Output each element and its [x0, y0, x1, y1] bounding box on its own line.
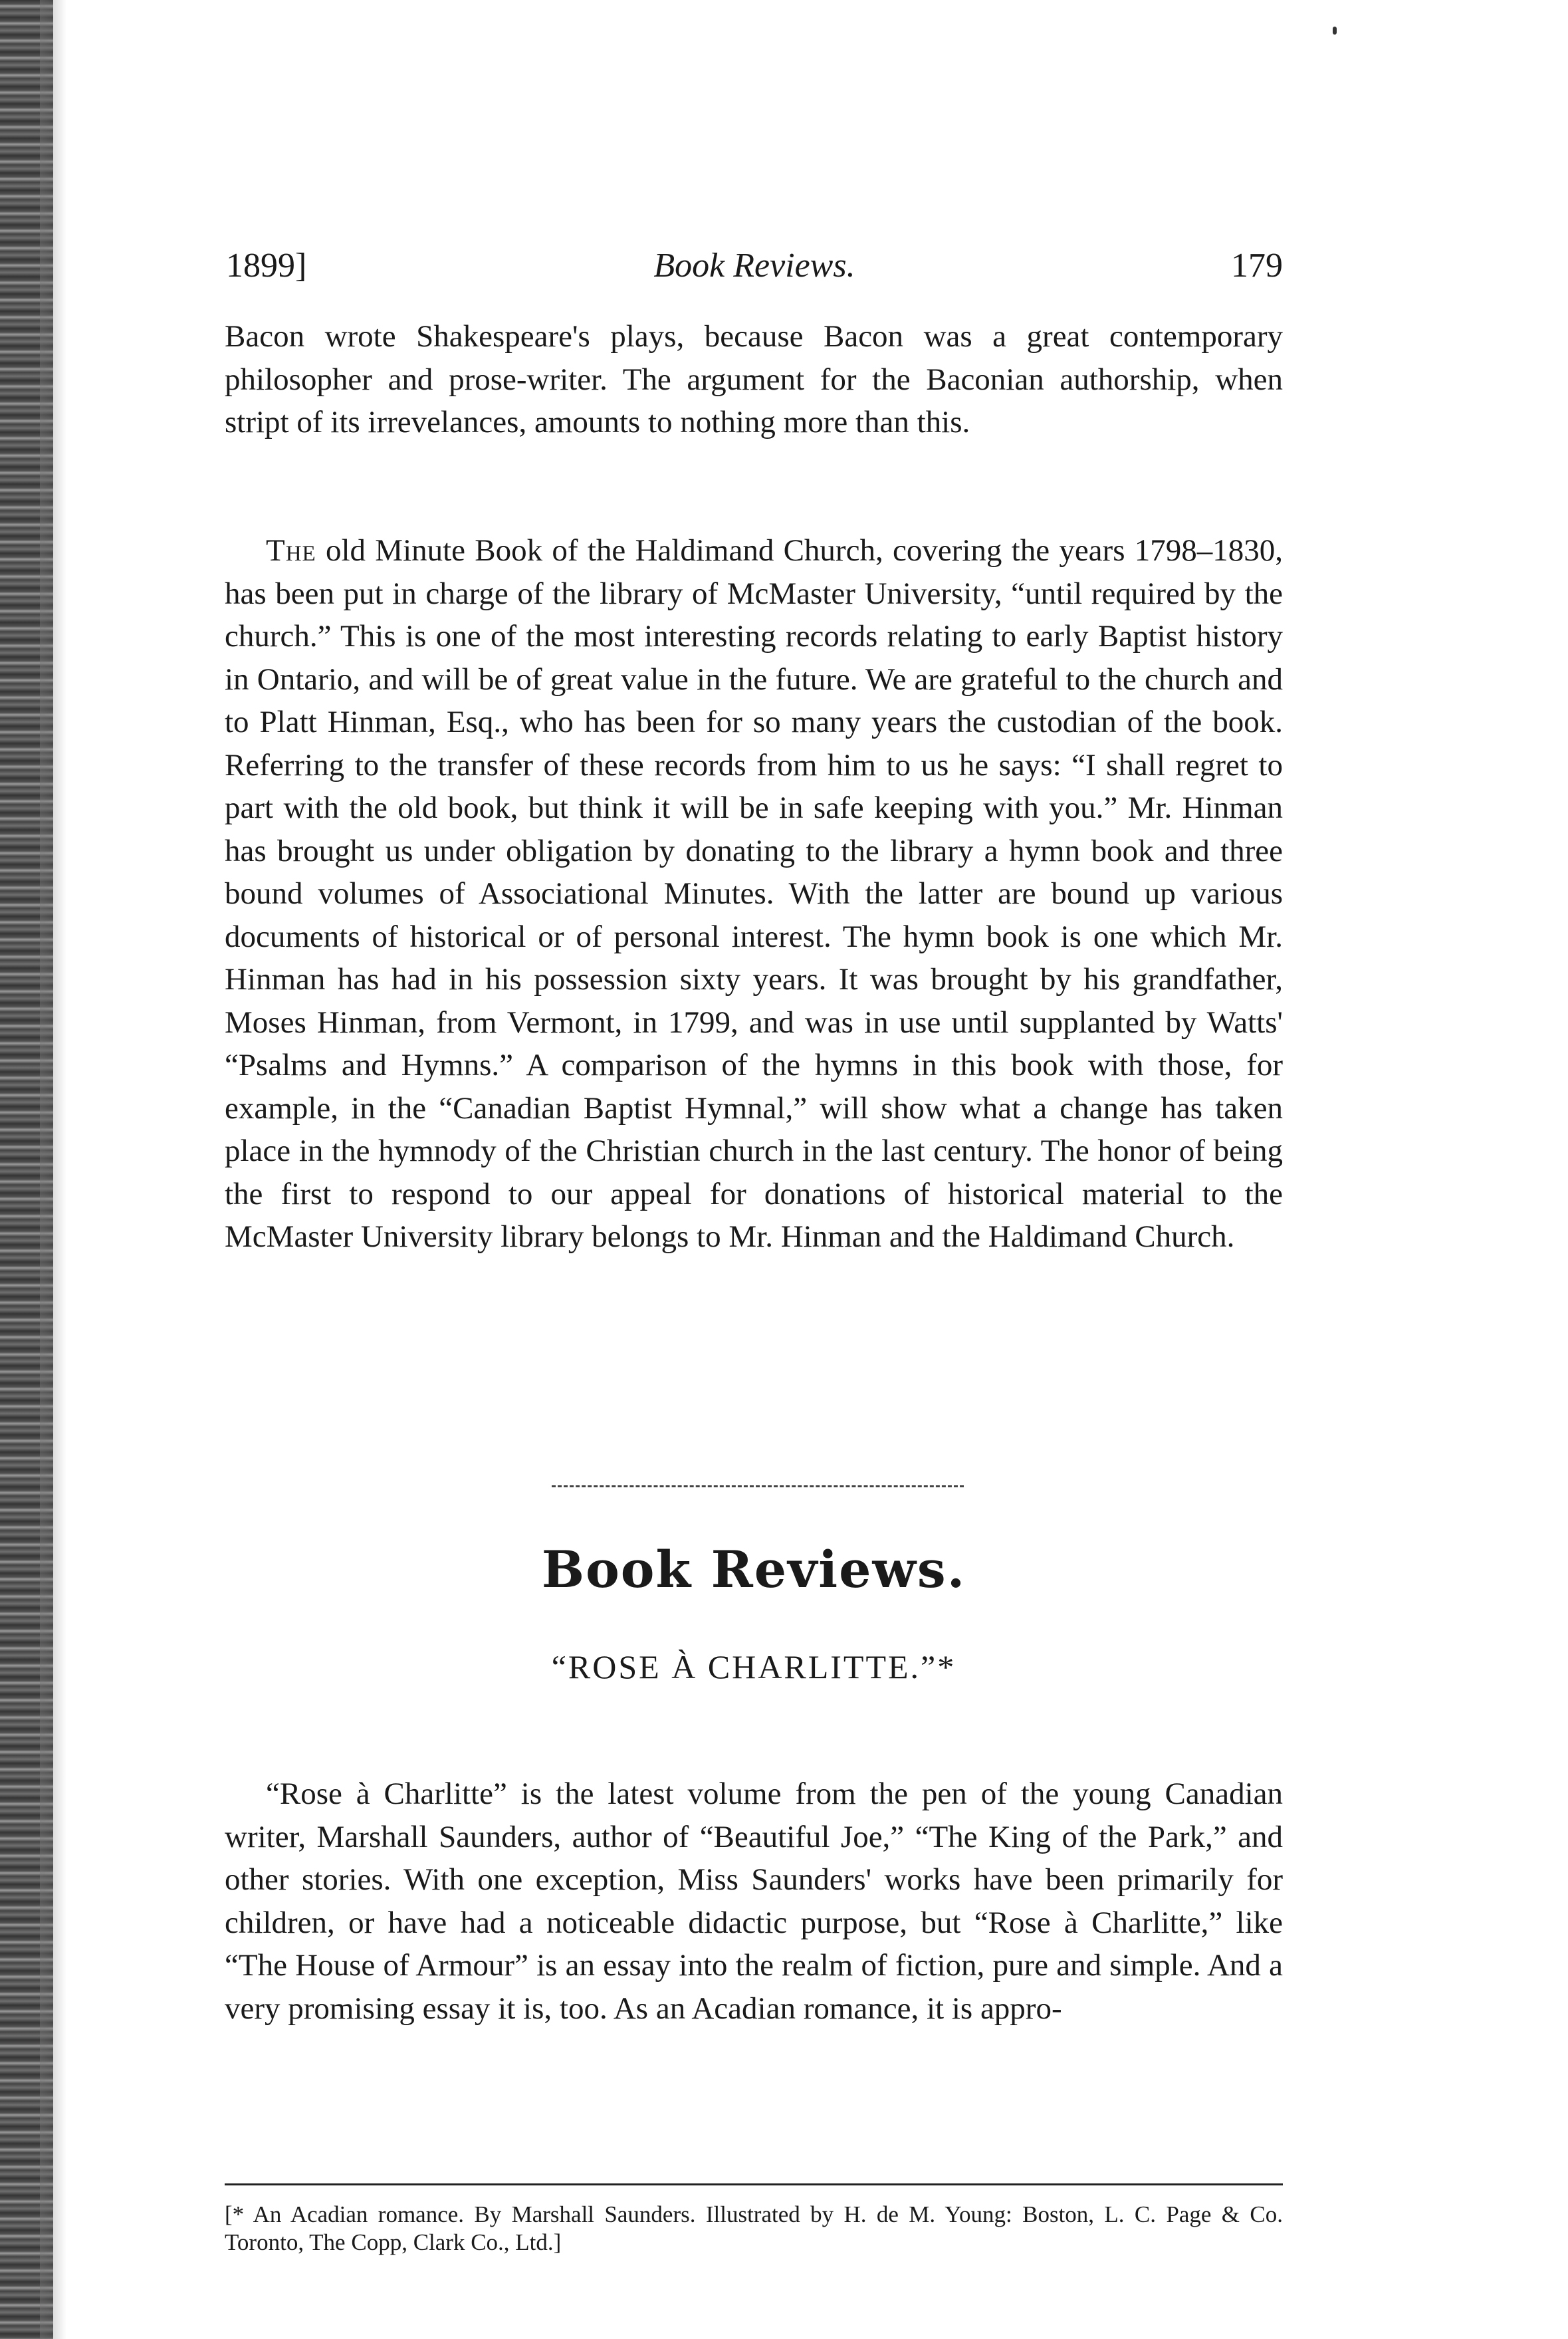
footnote: [* An Acadian romance. By Marshall Saunders. Illustrated by H. de M. Young: Boston, L. C. Page & Co. Toronto, The Copp, Clark Co., Ltd.] — [225, 2201, 1283, 2255]
header-title: Book Reviews. — [653, 247, 855, 285]
paragraph-minute-book — [225, 529, 1283, 1259]
paragraph-bacon: Bacon wrote Shakespeare's plays, because Bacon was a great contemporary philosopher and prose-writer. The argument for the Baconian authorship, when stript of its irrevelances, amounts to nothing more than this. — [225, 319, 1283, 439]
running-header — [226, 239, 1283, 293]
header-year: 1899] — [226, 247, 307, 285]
paragraph-lead-word: The — [266, 533, 316, 568]
binding-shadow — [40, 0, 66, 2339]
review-title: “ROSE À CHARLITTE.”* — [551, 1648, 956, 1685]
footnote-rule — [225, 2183, 1283, 2185]
paragraph-review: “Rose à Charlitte” is the latest volume from the pen of the young Canadian writer, Marshall Saunders, author of “Beautiful Joe,” “The King of the Park,” and other stories. With one exception, Miss Saunders' works have been primarily for children, or have had a noticeable didactic purpose, but “Rose à Charlitte,” like “The House of Armour” is an essay into the realm of fiction, pure and simple. And a very promising essay it is, too. As an Acadian romance, it is appro- — [225, 1777, 1283, 2026]
section-heading: Book Reviews. — [541, 1540, 966, 1599]
paragraph-minute-book-text: old Minute Book of the Haldimand Church, covering the years 1798–1830, has been put in charge of the library of McMaster University, “until required by the church.” This is one of the most interesting records relating to early Baptist history in Ontario, and will be of great value in the future. We are grateful to the church and to Platt Hinman, Esq., who has been for so many years the custodian of the book. Referring to the transfer of these records from him to us he says: “I shall regret to part with the old book, but think it will be in safe keeping with you.” Mr. Hinman has brought us under obligation by donating to the library a hymn book and three bound volumes of Associational Minutes. With the latter are bound up various documents of historical or of personal interest. The hymn book is one which Mr. Hinman has had in his possession sixty years. It was brought by his grandfather, Moses Hinman, from Vermont, in 1799, and was in use until supplanted by Watts' “Psalms and Hymns.” A comparison of the hymns in this book with those, for example, in the “Canadian Baptist Hymnal,” will show what a change has taken place in the hymnody of the Christian church in the last century. The honor of being the first to respond to our appeal for donations of historical material to the McMaster University library belongs to Mr. Hinman and the Haldimand Church. — [225, 533, 1283, 1254]
page-number: 179 — [1231, 247, 1283, 285]
section-divider — [552, 1485, 964, 1487]
scan-speck — [1333, 27, 1337, 35]
